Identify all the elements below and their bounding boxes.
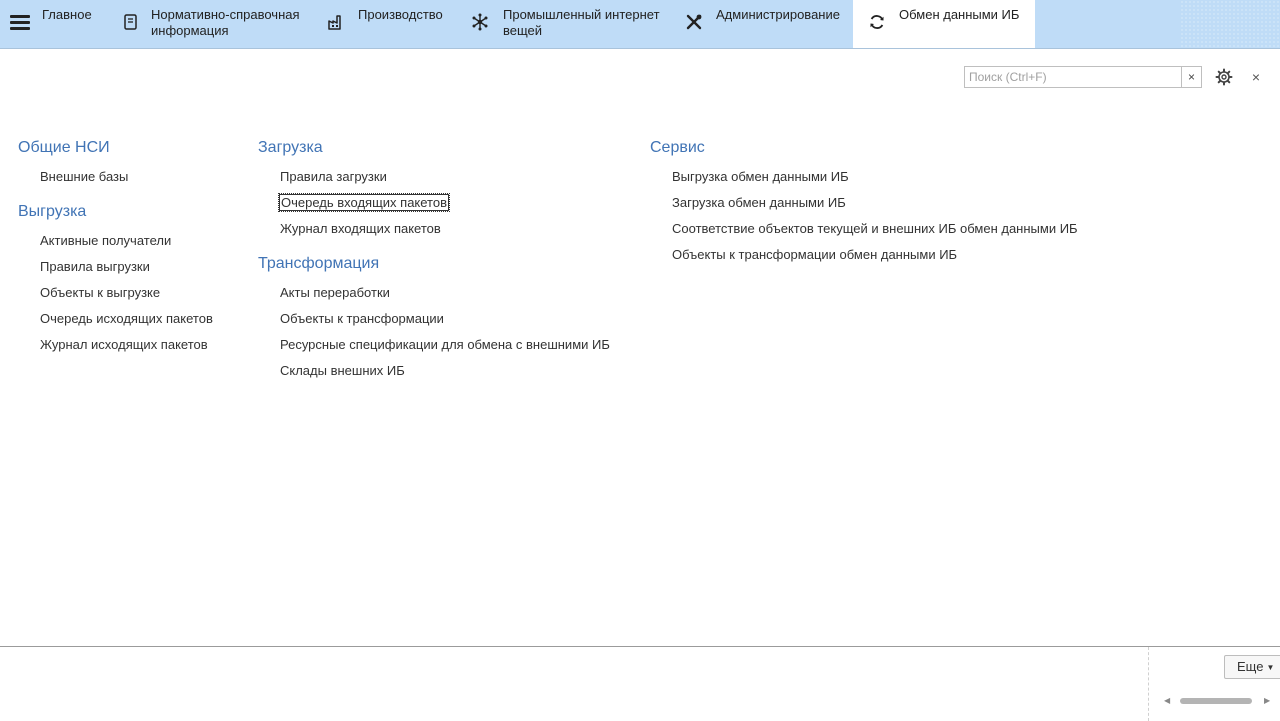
tab-label: Нормативно-справочная информация xyxy=(151,7,300,38)
command-link[interactable]: Выгрузка обмен данными ИБ xyxy=(672,169,849,184)
topbar-decoration xyxy=(1180,0,1280,48)
tab-label: Производство xyxy=(358,7,443,22)
bottom-panel xyxy=(0,646,1280,721)
factory-icon xyxy=(326,12,346,32)
search-clear-button[interactable]: × xyxy=(1181,67,1201,87)
tab-production[interactable] xyxy=(318,0,458,48)
gear-icon[interactable] xyxy=(1214,67,1234,87)
command-link[interactable]: Правила загрузки xyxy=(280,169,387,184)
iot-network-icon xyxy=(470,12,490,32)
tools-icon xyxy=(684,12,704,32)
group-import xyxy=(258,138,611,242)
search-input[interactable] xyxy=(965,67,1189,87)
command-link[interactable]: Объекты к выгрузке xyxy=(40,285,161,300)
sync-icon xyxy=(867,12,887,32)
search-box xyxy=(964,66,1202,88)
tab-main[interactable] xyxy=(34,0,104,48)
group-items xyxy=(650,164,1079,268)
scroll-left-icon[interactable]: ◀ xyxy=(1164,696,1171,705)
group-service xyxy=(650,138,1079,268)
column-1 xyxy=(18,138,214,358)
horizontal-scrollbar[interactable] xyxy=(1160,695,1280,707)
divider xyxy=(1148,647,1149,721)
command-link[interactable]: Объекты к трансформации обмен данными ИБ xyxy=(672,247,958,262)
command-link[interactable]: Журнал исходящих пакетов xyxy=(40,337,208,352)
close-button[interactable]: × xyxy=(1251,69,1261,85)
tab-label: Промышленный интернет вещей xyxy=(503,7,660,38)
column-2 xyxy=(258,138,611,384)
command-link[interactable]: Журнал входящих пакетов xyxy=(280,221,441,236)
more-button[interactable] xyxy=(1224,655,1280,679)
group-items xyxy=(18,228,214,358)
tab-label: Администрирование xyxy=(716,7,840,22)
group-items xyxy=(258,280,611,384)
command-link[interactable]: Внешние базы xyxy=(40,169,129,184)
chevron-down-icon: ▼ xyxy=(1266,662,1275,672)
group-export xyxy=(18,202,214,358)
command-link[interactable]: Ресурсные спецификации для обмена с внешними ИБ xyxy=(280,337,610,352)
group-title: Трансформация xyxy=(258,255,380,272)
reference-book-icon xyxy=(120,12,140,32)
sections-panel xyxy=(0,0,1280,49)
command-link[interactable]: Объекты к трансформации xyxy=(280,311,444,326)
group-title: Загрузка xyxy=(258,139,323,156)
scroll-thumb[interactable] xyxy=(1180,698,1252,704)
command-link[interactable]: Склады внешних ИБ xyxy=(280,363,405,378)
tab-ib-data-exchange[interactable] xyxy=(853,0,1035,48)
group-title: Сервис xyxy=(650,139,705,156)
command-link[interactable]: Активные получатели xyxy=(40,233,172,248)
menu-icon[interactable] xyxy=(10,12,30,32)
scroll-right-icon[interactable]: ▶ xyxy=(1264,696,1271,705)
column-3 xyxy=(650,138,1079,268)
tab-administration[interactable] xyxy=(676,0,852,48)
tab-label: Главное xyxy=(42,7,92,22)
command-link[interactable]: Соответствие объектов текущей и внешних ИБ обмен данными ИБ xyxy=(672,221,1078,236)
more-label: Еще xyxy=(1237,659,1264,674)
group-items xyxy=(18,164,214,190)
tab-reference-info[interactable] xyxy=(110,0,310,48)
group-title: Общие НСИ xyxy=(18,139,110,156)
command-link[interactable]: Правила выгрузки xyxy=(40,259,150,274)
command-link[interactable]: Акты переработки xyxy=(280,285,390,300)
command-link-focused[interactable]: Очередь входящих пакетов xyxy=(281,195,448,210)
tab-iot[interactable] xyxy=(462,0,672,48)
tab-label: Обмен данными ИБ xyxy=(899,7,1020,22)
group-title: Выгрузка xyxy=(18,203,87,220)
command-link[interactable]: Очередь исходящих пакетов xyxy=(40,311,213,326)
group-transformation xyxy=(258,254,611,384)
group-common-nsi xyxy=(18,138,214,190)
group-items xyxy=(258,164,611,242)
command-link[interactable]: Загрузка обмен данными ИБ xyxy=(672,195,846,210)
